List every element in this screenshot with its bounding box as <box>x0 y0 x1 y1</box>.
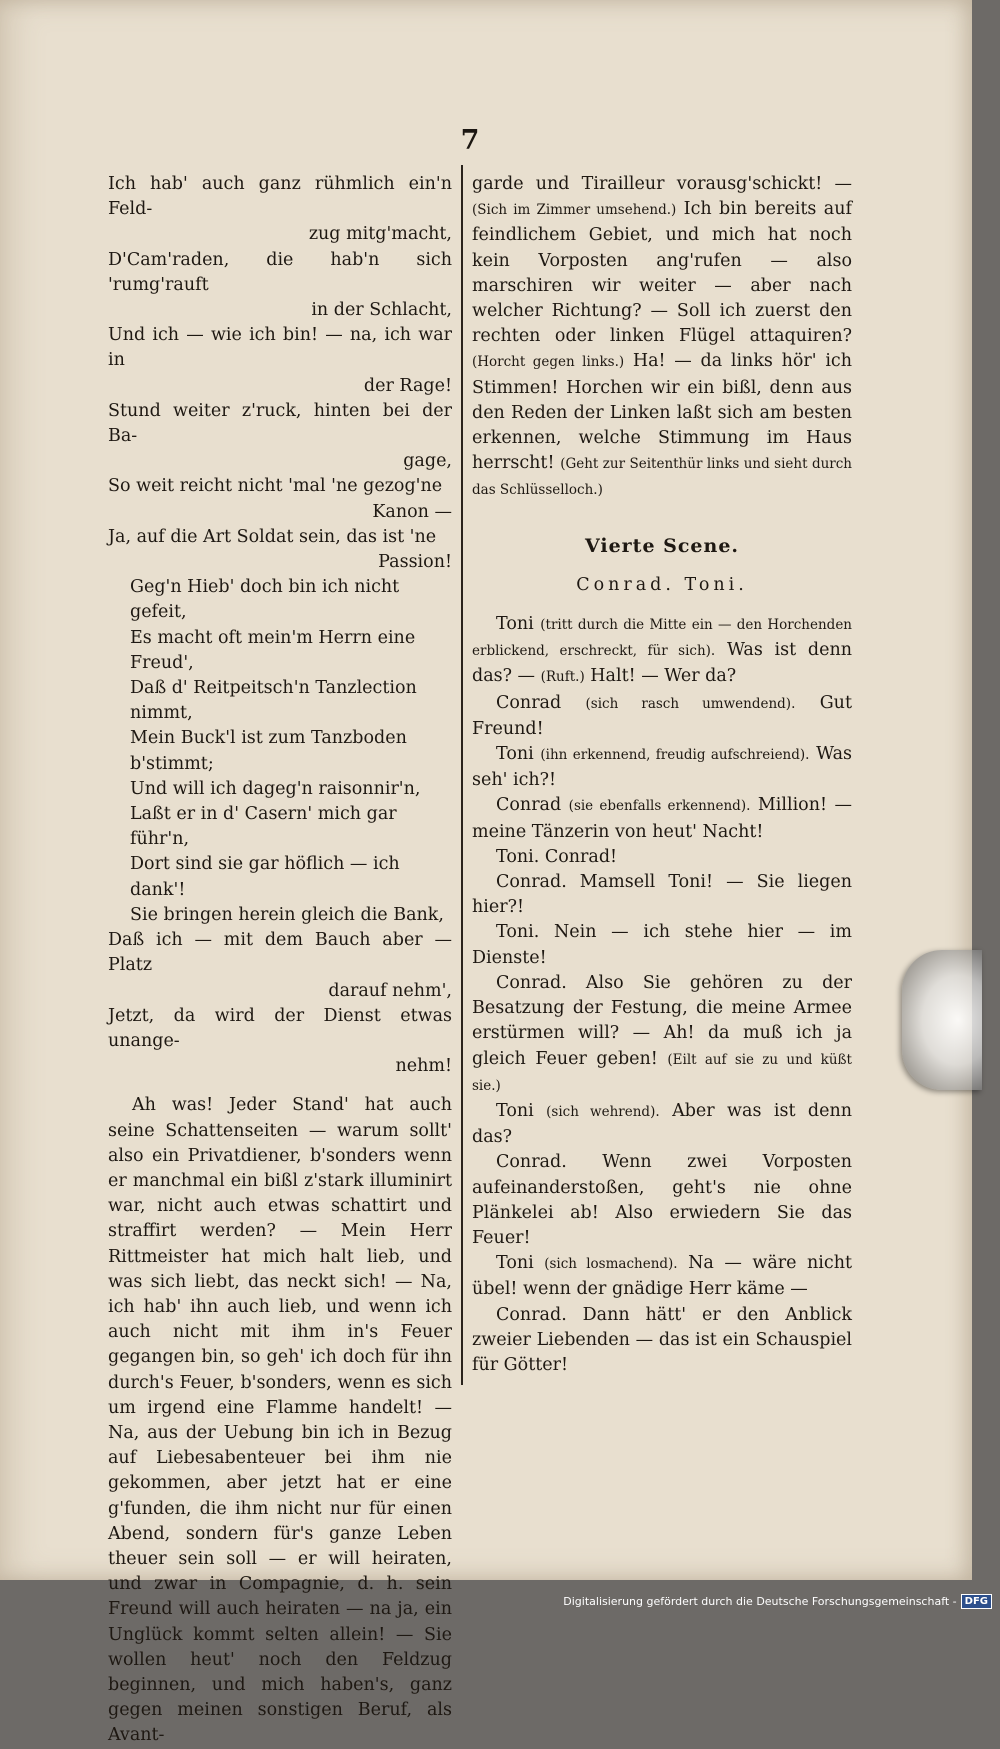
stage-direction: (Geht zur Seitenthür links und sieht durch das Schlüsselloch.) <box>472 456 852 499</box>
stage-direction: (tritt durch die Mitte ein — den Horchenden erblickend, erschreckt, für sich). <box>472 617 852 660</box>
stage-direction: (Sich im Zimmer umsehend.) <box>472 202 677 219</box>
right-column <box>472 172 852 1378</box>
paragraph <box>472 691 852 742</box>
verse-line: Es macht oft mein'm Herrn eine Freud', <box>130 627 416 673</box>
verse-line: Jetzt, da wird der Dienst etwas unange- <box>108 1005 452 1051</box>
dialogue-text: Toni <box>496 1253 545 1274</box>
spacer <box>108 1079 452 1093</box>
verse-line: in der Schlacht, <box>311 300 452 321</box>
dialogue-text: Toni <box>496 744 541 765</box>
paragraph <box>472 920 852 970</box>
dialogue-text: Million! — meine Tänzerin von heut' Nacht! <box>472 795 852 842</box>
left-column <box>108 172 452 1749</box>
dialogue-text: Conrad. Mamsell Toni! — Sie liegen hier?! <box>472 872 852 918</box>
verse-line: Daß d' Reitpeitsch'n Tanzlection nimmt, <box>130 678 417 724</box>
dialogue-text: Conrad <box>496 692 586 713</box>
dialogue-text: Halt! — Wer da? <box>584 666 737 687</box>
dialogue-text: Was ist denn das? — <box>472 640 852 687</box>
verse-line: Dort sind sie gar höflich — ich dank'! <box>130 854 400 900</box>
verse-line: Ich hab' auch ganz rühmlich ein'n Feld- <box>108 174 452 220</box>
spacer <box>472 559 852 573</box>
paragraph <box>472 1150 852 1251</box>
stage-direction: (sich losmachend). <box>544 1256 678 1273</box>
dialogue-text: Conrad. Also Sie gehören zu der Besatzung der Festung, die meine Armee erstürmen will? — Ah! da muß ich ja gleich Feuer geben! <box>472 972 852 1069</box>
paragraph <box>472 1303 852 1379</box>
stage-direction: (Eilt auf sie zu und küßt sie.) <box>472 1051 852 1094</box>
paragraph: Ah was! Jeder Stand' hat auch seine Schattenseiten — warum sollt' also ein Privatdiener, b'sonders wenn er manchmal ein bißl z'stark illuminirt war, nicht auch etwas schattirt und straffirt werden? — Mein Herr Rittmeister hat mich halt lieb, und was sich liebt, das neckt sich! — Na, ich hab' ihn auch lieb, und wenn ich auch nicht mit ihm in's Feuer gegangen bin, so geh' ich doch für ihn durch's Feuer, b'sonders, wenn es sich um irgend eine Flamme handelt! — Na, aus der Uebung bin ich in Bezug auf Liebesabenteuer bei ihm nie gekommen, aber jetzt hat er eine g'funden, die ihm nicht nur für einen Abend, sondern für's ganze Leben theuer sein soll — er will heiraten, und zwar in Compagnie, d. h. sein Freund will auch heiraten — na ja, ein Unglück kommt selten allein! — Sie wollen heut' noch den Feldzug beginnen, und mich haben's, ganz gegen meinen sonstigen Beruf, als Avant- <box>108 1095 452 1746</box>
verse-line: Und ich — wie ich bin! — na, ich war in <box>108 325 452 371</box>
paragraph <box>472 845 852 870</box>
stage-direction: (sie ebenfalls erkennend). <box>568 798 751 815</box>
stage-direction: (sich rasch umwendend). <box>585 695 796 712</box>
paragraph <box>472 870 852 920</box>
paragraph <box>472 793 852 844</box>
spacer <box>472 598 852 612</box>
verse-line: nehm! <box>395 1056 452 1077</box>
paragraph <box>472 612 852 691</box>
verse-line: Ja, auf die Art Soldat sein, das ist 'ne <box>108 526 437 547</box>
dialogue-text: Conrad. Wenn zwei Vorposten aufeinanderstoßen, geht's nie ohne Plänkelei ab! Also erwiedern Sie das Feuer! <box>472 1152 852 1248</box>
dialogue-text: Aber was ist denn das? <box>472 1100 852 1148</box>
paragraph <box>472 971 852 1099</box>
verse-line: So weit reicht nicht 'mal 'ne gezog'ne <box>108 476 443 497</box>
dialogue-text: Gut Freund! <box>472 692 852 739</box>
dialogue-text: garde und Tirailleur vorausg'schickt! — <box>472 174 852 194</box>
footer-credit: Digitalisierung gefördert durch die Deutsche Forschungsgemeinschaft - <box>563 1595 957 1608</box>
digitization-footer <box>563 1594 992 1609</box>
verse-line: Geg'n Hieb' doch bin ich nicht gefeit, <box>130 577 400 623</box>
scene-heading: Vierte Scene. <box>584 534 740 557</box>
dialogue-text: Toni. Conrad! <box>496 846 618 867</box>
verse-line: D'Cam'raden, die hab'n sich 'rumg'rauft <box>108 249 452 295</box>
verse-line: darauf nehm', <box>328 980 452 1001</box>
stage-direction: (Horcht gegen links.) <box>472 354 625 371</box>
verse-line: Passion! <box>378 552 452 573</box>
stage-direction: (Ruft.) <box>540 669 585 686</box>
paragraph <box>472 1099 852 1150</box>
verse-line: Und will ich dageg'n raisonnir'n, <box>130 778 421 799</box>
verse-line: Mein Buck'l ist zum Tanzboden b'stimmt; <box>130 728 407 774</box>
paragraph <box>472 1251 852 1302</box>
verse-line: Laßt er in d' Casern' mich gar führ'n, <box>130 804 397 850</box>
dialogue-text: Ich bin bereits auf feindlichem Gebiet, und mich hat noch kein Vorposten ang'rufen — also marschiren wir weiter — aber nach welcher Richtung? — Soll ich zuerst den rechten oder linken Flügel attaquiren? <box>472 199 852 347</box>
page-number: 7 <box>460 125 480 156</box>
dialogue-text: Ha! — da links hör' ich Stimmen! Horchen wir ein bißl, denn aus den Reden der Linken laßt sich am besten erkennen, welche Stimmung im Haus herrscht! <box>472 351 852 474</box>
dialogue-text: Toni <box>496 614 541 635</box>
dialogue-text: Na — wäre nicht übel! wenn der gnädige Herr käme — <box>472 1253 853 1300</box>
dialogue-text: Conrad <box>496 795 569 816</box>
dialogue-text: Conrad. Dann hätt' er den Anblick zweier Liebenden — das ist ein Schauspiel für Götter! <box>472 1304 852 1375</box>
verse-line: Kanon — <box>372 501 452 522</box>
verse-line: zug mitg'macht, <box>308 224 452 245</box>
spacer <box>472 504 852 534</box>
verse-line: Sie bringen herein gleich die Bank, <box>130 904 444 925</box>
verse-line: Daß ich — mit dem Bauch aber — Platz <box>108 930 452 976</box>
paragraph <box>472 742 852 793</box>
dialogue-text: Toni. Nein — ich stehe hier — im Dienste! <box>472 922 852 968</box>
dialogue-text: Toni <box>496 1100 547 1121</box>
paragraph <box>472 172 852 504</box>
scanner-clip-shadow <box>902 950 982 1090</box>
column-divider <box>461 165 463 1385</box>
stage-direction: (ihn erkennend, freudig aufschreiend). <box>540 747 810 764</box>
verse-line: der Rage! <box>363 375 452 396</box>
verse-line: Stund weiter z'ruck, hinten bei der Ba- <box>108 400 452 447</box>
dfg-logo: DFG <box>961 1594 992 1609</box>
verse-line: gage, <box>403 451 452 472</box>
character-list: Conrad. Toni. <box>576 574 748 595</box>
stage-direction: (sich wehrend). <box>546 1103 660 1120</box>
dialogue-text: Was seh' ich?! <box>472 744 852 791</box>
